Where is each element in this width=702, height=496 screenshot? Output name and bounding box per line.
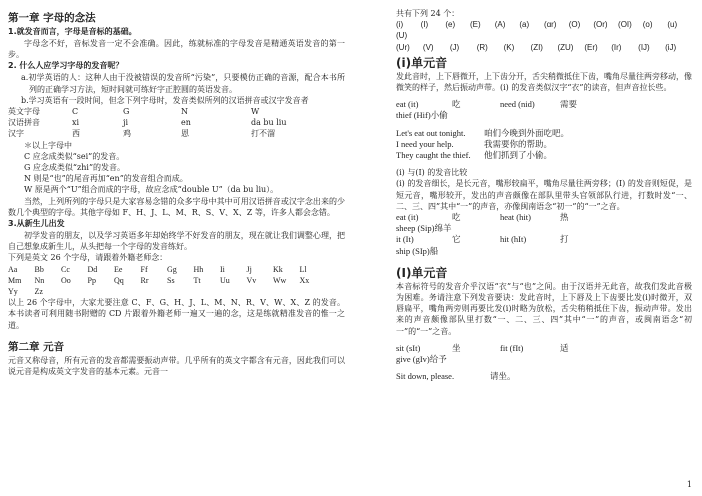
phonetic-symbol: (Ur) [396,42,410,52]
phonetic-symbol: (OI) [618,20,632,30]
right-column [396,8,692,382]
phonetic-symbol: (ZI) [530,42,543,52]
alphabet-letter: Ee [114,264,123,274]
alphabet-letter: Hh [193,264,204,274]
alphabet-letter: Oo [61,275,71,285]
alphabet-letter: Cc [61,264,70,274]
example-sentence: I need your help. 我需要你的帮助。 [396,138,553,149]
vowel-count-intro: 共有下列 24 个： [396,9,460,18]
alphabet-letter: Xx [299,275,310,285]
alphabet-letter: Vv [246,275,257,285]
phonetic-symbol: (Er) [584,42,598,52]
example-sentence: Sit down, please. 请坐。 [396,371,516,382]
alphabet-letter: Yy [8,287,18,297]
chapter-2-body: 元音又称母音，所有元音的发音都需要振动声带。几乎所有的英文字都含有元音，因此我们可以说元音是构成英文字发音的基本元素。元音一 [8,355,345,377]
phonetic-symbol: (a) [519,20,530,30]
alphabet-letter: Ll [299,264,307,274]
comparison-body: (i) 的发音细长，是长元音，嘴形较扁平，嘴角尽量往两旁移；(I) 的发音则短促，是短元音，嘴形较开，发出的声音颇像在部队里带头官领部队行进，打数时发“一、二、三、四”其中“一”的声音，亦像闽南语念“初一”的“一”之音。 [396,179,692,211]
page-number: 1 [686,479,692,489]
alphabet-list [8,264,345,298]
note-item: N 则是“也”的尾音再加“en”的发音组合而成。 [24,174,188,184]
phonetic-symbol: (o) [642,20,653,30]
vowel-I-title: (I)单元音 [396,265,448,280]
alphabet-letter: Ww [273,275,287,285]
alphabet-letter: Uu [220,275,230,285]
note-item: G 应念成类似“zhi”的发音。 [24,163,126,173]
phonetic-symbol: (V) [422,42,434,52]
vowel-I-body: 本音标符号的发音介乎汉语“衣”与“也”之间。由于汉语并无此音，故我们发此音极为困难。务请注意下列发音要诀：发此音时，上下唇及上下齿要比发(i)时微开，双唇扁平，嘴角两旁则再要比发(i)时略为放松，舌尖稍稍抵住下齿，振动声带。发出来的声音颇像部队里打数“一、二、三、四”其中“一”的声音，或闽南语念“初一”的“一”之音。 [396,281,692,336]
phonetic-symbol: (i) [396,20,404,30]
section-2-item-a: a.初学英语的人：这种人由于没被错误的发音所“污染”，只要模仿正确的音源，配合本书所列的正确学习方法，短时间就可练好字正腔圆的英语发音。 [21,73,345,94]
phonetic-symbol: (O) [568,20,581,30]
chapter-2-title: 第二章 元音 [8,340,65,353]
vowel-i-title: (i)单元音 [396,55,448,70]
phonetic-symbol: (iJ) [665,42,677,52]
alphabet-letter: Jj [246,264,252,274]
notes-title: ＊以上字母中 [24,140,72,150]
section-2-title: 2. 什么人应学习字母的发音呢？ [8,61,124,71]
alphabet-letter: Rr [140,275,149,285]
alphabet-letter: Qq [114,275,124,285]
example-words: eat (it) 吃 heat (hit) 热sheep (Sip)绵羊 [396,212,569,234]
alphabet-letter: Kk [273,264,283,274]
note-item: W 原是两个“U”组合而成的字母，故应念成“double U”（da bu liu）。 [24,185,279,195]
alphabet-letter: Tt [193,275,201,285]
alphabet-letter: Mm [8,275,22,285]
letters-paragraph: 当然，上列所列的字母只是大家容易念错的众多字母中其中可用汉语拼音或汉字念出来的少数几个典型的字母。其他字母如 F、H、J、L、M、R、S、V、X、Z 等，许多人都会念错。 [8,196,345,217]
alphabet-letter: Zz [34,287,43,297]
section-1-title: 1.就发音而言，字母是音标的基础。 [8,27,137,36]
phonetic-symbol: (A) [494,20,506,30]
phonetic-symbol: (Or) [593,20,608,30]
example-sentence: They caught the thief. 他们抓到了小偷。 [396,150,553,161]
phonetic-row [396,42,692,53]
phonetic-symbol: (K) [503,42,515,52]
alphabet-letter: Ss [167,275,175,285]
left-column [8,8,345,377]
comparison-title: (i) 与(I) 的发音比较 [396,168,468,178]
phonetic-symbol: (u) [667,20,678,30]
table-row: 汉语拼音 xi ji en da bu liu [8,118,287,128]
section-2-item-b: b.学习英语有一段时间，但念下列字母时，发音类似所列的汉语拼音或汉字发音者 [21,95,309,105]
phonetic-symbol: (IJ) [638,42,650,52]
chapter-1-title: 第一章 字母的念法 [8,12,96,24]
example-words: it (It) 它 hit (hIt) 打ship (SIp)船 [396,234,569,256]
phonetic-symbol: (I) [420,20,429,30]
phonetic-symbol: (e) [445,20,456,30]
phonetic-row [396,19,692,30]
table-row: 汉字 西 鸡 恩 打不溜 [8,129,275,139]
section-1-body: 字母念不好，音标发音一定不会准确。因此，练就标准的字母发音是精通英语发音的第一步。 [8,39,345,60]
alphabet-letter: Nn [34,275,45,285]
phonetic-row: (U) [396,31,408,41]
table-row: 英文字母 C G N W [8,107,260,117]
alphabet-letter: Ii [220,264,225,274]
alphabet-intro: 下列是英文 26 个字母，请跟着外籍老师念： [8,253,168,263]
example-sentence: Let's eat out tonight. 咱们今晚到外面吃吧。 [396,127,570,138]
alphabet-letter: Gg [167,264,177,274]
pronunciation-table [8,106,345,140]
alphabet-letter: Bb [34,264,44,274]
alphabet-letter: Dd [87,264,98,274]
example-words: sit (sIt) 坐 fit (fIt) 适give (gIv)给予 [396,342,569,365]
vowel-i-body: 发此音时，上下唇微开，上下齿分开，舌尖稍微抵住下齿，嘴角尽量往两旁移动，像微笑的样子，然后振动声带。(i) 的发音类似汉字“衣”的读音，但声音拉长些。 [396,71,692,93]
example-words: eat (it) 吃 need (nid) 需要thief (Hif)小偷 [396,99,578,121]
alphabet-letter: Pp [87,275,96,285]
note-item: C 应念成类似“sei”的发音。 [24,151,125,161]
alphabet-letter: Aa [8,264,18,274]
phonetic-symbol: (E) [470,20,481,30]
alphabet-letter: Ff [140,264,148,274]
phonetic-symbol: (R) [476,42,488,52]
phonetic-symbol: (ɑr) [544,20,557,30]
phonetic-symbol: (ZU) [557,42,574,52]
section-3-body: 初学发音的朋友，以及学习英语多年却始终学不好发音的朋友，现在就让我们调整心理，把自己想象成新生儿，从头把每一个字母的发音练好。 [8,231,345,252]
section-3-end: 以上 26 个字母中，大家尤要注意 C、F、G、H、J、L、M、N、R、V、W、X、Z 的发音。本书读者可利用随书附赠的 CD 片跟着外籍老师一遍又一遍的念，这是练就精准发音的惟一之道。 [8,298,345,330]
phonetic-symbol: (Ir) [611,42,622,52]
phonetic-symbol: (J) [449,42,460,52]
section-3-title: 3.从新生儿出发 [8,219,65,229]
